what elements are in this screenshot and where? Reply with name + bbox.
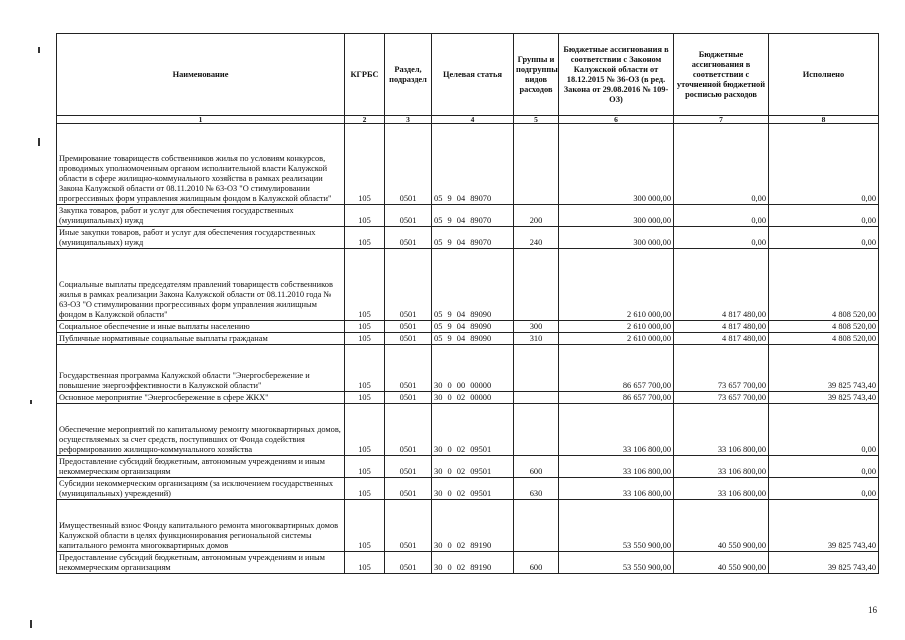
cell-plan-amount: 33 106 800,00 — [674, 478, 769, 500]
column-number: 6 — [559, 116, 674, 124]
cell-executed-amount: 0,00 — [769, 478, 879, 500]
cell-plan-amount: 73 657 700,00 — [674, 345, 769, 392]
column-number: 1 — [57, 116, 345, 124]
cell-section: 0501 — [385, 345, 432, 392]
header-executed: Исполнено — [769, 34, 879, 116]
cell-name: Премирование товариществ собственников жилья по условиям конкурсов, проводимых уполномоченным органом исполнительной власти Калужской области в сфере жилищно-коммунального хозяйства в рамках реализации Закона Калужской области от 08.11.2010 № 63-ОЗ "О стимулировании прогрессивных форм управления жилищным фондом в Калужской области" — [57, 124, 345, 205]
cell-executed-amount: 0,00 — [769, 404, 879, 456]
cell-plan-amount: 33 106 800,00 — [674, 404, 769, 456]
cell-kgrbs: 105 — [345, 478, 385, 500]
column-number: 4 — [432, 116, 514, 124]
cell-executed-amount: 4 808 520,00 — [769, 321, 879, 333]
cell-law-amount: 86 657 700,00 — [559, 392, 674, 404]
cell-executed-amount: 39 825 743,40 — [769, 500, 879, 552]
table-row — [57, 321, 879, 333]
cell-plan-amount: 0,00 — [674, 124, 769, 205]
cell-name: Обеспечение мероприятий по капитальному ремонту многоквартирных домов, осуществляемых за счет средств, поступивших от Фонда содействия реформированию жилищно-коммунального хозяйства — [57, 404, 345, 456]
table-row — [57, 552, 879, 574]
cell-law-amount: 300 000,00 — [559, 205, 674, 227]
cell-target-article: 30 0 02 89190 — [432, 552, 514, 574]
cell-section: 0501 — [385, 392, 432, 404]
table-row — [57, 500, 879, 552]
cell-kgrbs: 105 — [345, 392, 385, 404]
binding-mark-lower — [30, 400, 32, 404]
cell-executed-amount: 39 825 743,40 — [769, 392, 879, 404]
cell-name: Закупка товаров, работ и услуг для обеспечения государственных (муниципальных) нужд — [57, 205, 345, 227]
cell-expense-group: 310 — [514, 333, 559, 345]
column-number: 3 — [385, 116, 432, 124]
cell-target-article: 05 9 04 89070 — [432, 205, 514, 227]
cell-section: 0501 — [385, 205, 432, 227]
cell-kgrbs: 105 — [345, 456, 385, 478]
cell-kgrbs: 105 — [345, 552, 385, 574]
cell-plan-amount: 4 817 480,00 — [674, 333, 769, 345]
cell-section: 0501 — [385, 321, 432, 333]
cell-expense-group — [514, 392, 559, 404]
cell-section: 0501 — [385, 249, 432, 321]
cell-executed-amount: 0,00 — [769, 205, 879, 227]
cell-name: Основное мероприятие "Энергосбережение в сфере ЖКХ" — [57, 392, 345, 404]
cell-expense-group: 600 — [514, 552, 559, 574]
cell-target-article: 30 0 02 89190 — [432, 500, 514, 552]
cell-kgrbs: 105 — [345, 227, 385, 249]
table-row — [57, 345, 879, 392]
table-row — [57, 333, 879, 345]
cell-target-article: 05 9 04 89090 — [432, 333, 514, 345]
cell-expense-group: 630 — [514, 478, 559, 500]
column-number: 8 — [769, 116, 879, 124]
header-target: Целевая статья — [432, 34, 514, 116]
cell-law-amount: 33 106 800,00 — [559, 404, 674, 456]
cell-expense-group: 300 — [514, 321, 559, 333]
cell-law-amount: 86 657 700,00 — [559, 345, 674, 392]
cell-kgrbs: 105 — [345, 500, 385, 552]
cell-name: Социальные выплаты председателям правлений товариществ собственников жилья в рамках реализации Закона Калужской области от 08.11.2010 года № 63-ОЗ "О стимулировании прогрессивных форм управления жилищным фондом в Калужской области" — [57, 249, 345, 321]
cell-expense-group — [514, 124, 559, 205]
cell-expense-group — [514, 500, 559, 552]
cell-law-amount: 2 610 000,00 — [559, 333, 674, 345]
cell-section: 0501 — [385, 124, 432, 205]
cell-law-amount: 300 000,00 — [559, 227, 674, 249]
cell-kgrbs: 105 — [345, 345, 385, 392]
cell-executed-amount: 0,00 — [769, 227, 879, 249]
cell-expense-group: 240 — [514, 227, 559, 249]
cell-name: Субсидии некоммерческим организациям (за исключением государственных (муниципальных) учреждений) — [57, 478, 345, 500]
cell-target-article: 30 0 02 09501 — [432, 456, 514, 478]
cell-target-article: 05 9 04 89070 — [432, 124, 514, 205]
cell-executed-amount: 39 825 743,40 — [769, 345, 879, 392]
table-row — [57, 456, 879, 478]
cell-executed-amount: 0,00 — [769, 124, 879, 205]
cell-kgrbs: 105 — [345, 333, 385, 345]
binding-mark-top — [38, 47, 40, 53]
header-groups: Группы и подгруппы видов расходов — [514, 34, 559, 116]
cell-kgrbs: 105 — [345, 321, 385, 333]
cell-executed-amount: 0,00 — [769, 456, 879, 478]
cell-plan-amount: 73 657 700,00 — [674, 392, 769, 404]
cell-target-article: 05 9 04 89070 — [432, 227, 514, 249]
cell-plan-amount: 4 817 480,00 — [674, 321, 769, 333]
cell-target-article: 05 9 04 89090 — [432, 249, 514, 321]
cell-law-amount: 33 106 800,00 — [559, 456, 674, 478]
cell-expense-group — [514, 249, 559, 321]
column-number: 7 — [674, 116, 769, 124]
cell-kgrbs: 105 — [345, 124, 385, 205]
cell-law-amount: 53 550 900,00 — [559, 500, 674, 552]
cell-name: Имущественный взнос Фонду капитального ремонта многоквартирных домов Калужской области в целях функционирования региональной системы капитального ремонта многоквартирных домов — [57, 500, 345, 552]
header-kgrbs: КГРБС — [345, 34, 385, 116]
cell-expense-group: 600 — [514, 456, 559, 478]
cell-executed-amount: 4 808 520,00 — [769, 333, 879, 345]
table-row — [57, 124, 879, 205]
page-number: 16 — [868, 605, 877, 615]
cell-section: 0501 — [385, 333, 432, 345]
table-row — [57, 227, 879, 249]
table-row — [57, 392, 879, 404]
column-number-row — [57, 116, 879, 124]
cell-plan-amount: 40 550 900,00 — [674, 552, 769, 574]
table-row — [57, 478, 879, 500]
cell-name: Государственная программа Калужской области "Энергосбережение и повышение энергоэффективности в Калужской области" — [57, 345, 345, 392]
cell-target-article: 30 0 00 00000 — [432, 345, 514, 392]
cell-kgrbs: 105 — [345, 249, 385, 321]
cell-target-article: 30 0 02 09501 — [432, 404, 514, 456]
cell-section: 0501 — [385, 404, 432, 456]
cell-plan-amount: 0,00 — [674, 227, 769, 249]
cell-section: 0501 — [385, 552, 432, 574]
cell-expense-group: 200 — [514, 205, 559, 227]
cell-section: 0501 — [385, 227, 432, 249]
cell-plan-amount: 33 106 800,00 — [674, 456, 769, 478]
binding-mark-bottom — [30, 620, 32, 628]
binding-mark-middle — [38, 138, 40, 146]
table-row — [57, 249, 879, 321]
header-section: Раздел, подраздел — [385, 34, 432, 116]
cell-law-amount: 33 106 800,00 — [559, 478, 674, 500]
cell-kgrbs: 105 — [345, 404, 385, 456]
header-name: Наименование — [57, 34, 345, 116]
cell-name: Предоставление субсидий бюджетным, автономным учреждениям и иным некоммерческим организациям — [57, 456, 345, 478]
cell-plan-amount: 40 550 900,00 — [674, 500, 769, 552]
header-law: Бюджетные ассигнования в соответствии с Законом Калужской области от 18.12.2015 № 36-ОЗ (в ред. Закона от 29.08.2016 № 109-ОЗ) — [559, 34, 674, 116]
cell-section: 0501 — [385, 478, 432, 500]
table-row — [57, 404, 879, 456]
table-header-row — [57, 34, 879, 116]
cell-target-article: 30 0 02 00000 — [432, 392, 514, 404]
cell-name: Публичные нормативные социальные выплаты гражданам — [57, 333, 345, 345]
cell-law-amount: 2 610 000,00 — [559, 249, 674, 321]
table-body — [57, 124, 879, 574]
cell-law-amount: 53 550 900,00 — [559, 552, 674, 574]
budget-execution-table — [56, 33, 879, 574]
cell-section: 0501 — [385, 456, 432, 478]
cell-name: Предоставление субсидий бюджетным, автономным учреждениям и иным некоммерческим организациям — [57, 552, 345, 574]
cell-law-amount: 300 000,00 — [559, 124, 674, 205]
cell-executed-amount: 39 825 743,40 — [769, 552, 879, 574]
column-number: 2 — [345, 116, 385, 124]
cell-section: 0501 — [385, 500, 432, 552]
cell-target-article: 30 0 02 09501 — [432, 478, 514, 500]
cell-expense-group — [514, 404, 559, 456]
cell-plan-amount: 0,00 — [674, 205, 769, 227]
cell-target-article: 05 9 04 89090 — [432, 321, 514, 333]
cell-name: Социальное обеспечение и иные выплаты населению — [57, 321, 345, 333]
table-row — [57, 205, 879, 227]
cell-kgrbs: 105 — [345, 205, 385, 227]
cell-executed-amount: 4 808 520,00 — [769, 249, 879, 321]
cell-name: Иные закупки товаров, работ и услуг для обеспечения государственных (муниципальных) нужд — [57, 227, 345, 249]
cell-law-amount: 2 610 000,00 — [559, 321, 674, 333]
cell-plan-amount: 4 817 480,00 — [674, 249, 769, 321]
header-plan: Бюджетные ассигнования в соответствии с уточненной бюджетной росписью расходов — [674, 34, 769, 116]
column-number: 5 — [514, 116, 559, 124]
cell-expense-group — [514, 345, 559, 392]
